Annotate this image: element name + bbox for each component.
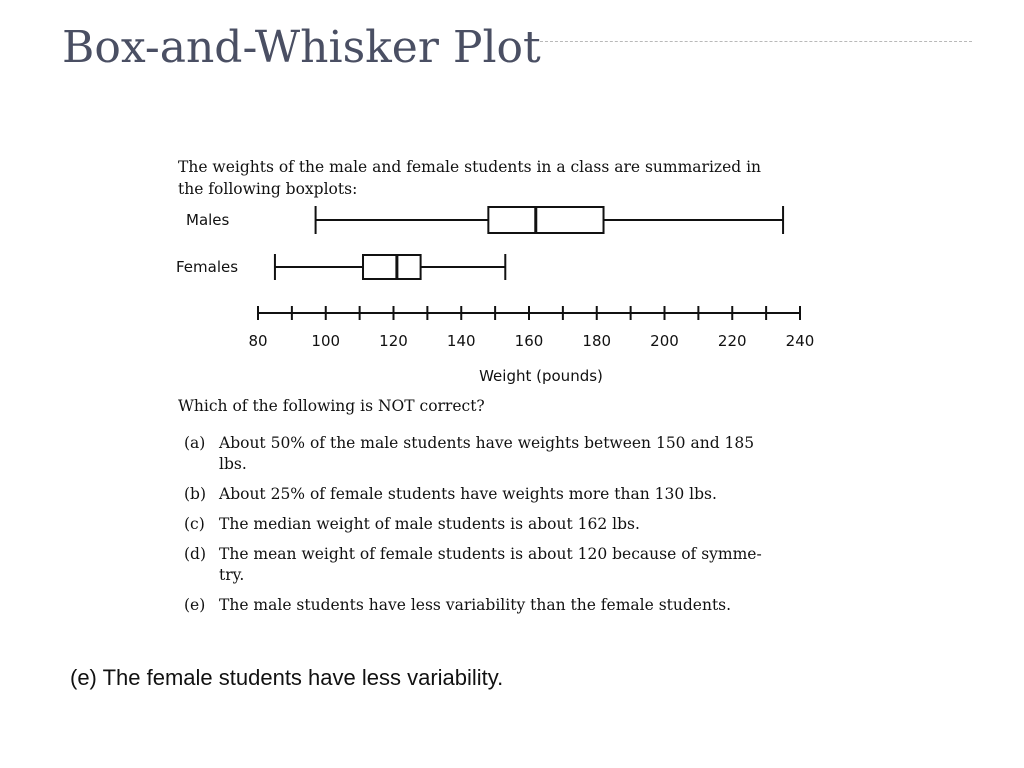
question-text: Which of the following is NOT correct?: [178, 397, 485, 415]
series-label: Males: [186, 211, 230, 229]
option-letter: (a): [184, 434, 206, 452]
iqr-box: [488, 207, 603, 233]
series-label: Females: [176, 258, 239, 276]
option-e: [184, 595, 784, 616]
answer-text: (e) The female students have less variability.: [70, 665, 504, 690]
x-tick-label: 120: [379, 332, 408, 350]
x-tick-label: 160: [514, 332, 544, 350]
iqr-box: [363, 255, 421, 279]
option-text: The male students have less variability than the female students.: [219, 596, 732, 614]
option-letter: (b): [184, 485, 207, 503]
option-letter: (e): [184, 596, 206, 614]
title-divider: [540, 41, 972, 42]
x-tick-label: 240: [785, 332, 815, 350]
option-text: The median weight of male students is about 162 lbs.: [219, 515, 640, 533]
option-text: About 25% of female students have weights more than 130 lbs.: [219, 485, 717, 503]
option-a: [184, 433, 784, 475]
option-c: [184, 514, 784, 535]
x-tick-label: 200: [650, 332, 679, 350]
x-tick-label: 140: [446, 332, 476, 350]
problem-image: [176, 150, 836, 630]
x-tick-label: 220: [717, 332, 747, 350]
x-tick-label: 180: [582, 332, 612, 350]
option-text: About 50% of the male students have weights between 150 and 185 lbs.: [219, 434, 755, 473]
option-d: [184, 544, 784, 586]
option-text: The mean weight of female students is about 120 because of symme-try.: [219, 545, 762, 584]
x-tick-label: 100: [311, 332, 341, 350]
problem-intro: The weights of the male and female students in a class are summarized in the following boxplots:: [178, 158, 762, 198]
option-b: [184, 484, 784, 505]
option-letter: (d): [184, 545, 207, 563]
slide-title: Box-and-Whisker Plot: [62, 22, 541, 73]
option-letter: (c): [184, 515, 205, 533]
x-tick-label: 80: [248, 332, 268, 350]
boxplot-chart: [176, 194, 836, 394]
answer-options: [184, 433, 784, 625]
x-axis-title: Weight (pounds): [479, 367, 603, 385]
